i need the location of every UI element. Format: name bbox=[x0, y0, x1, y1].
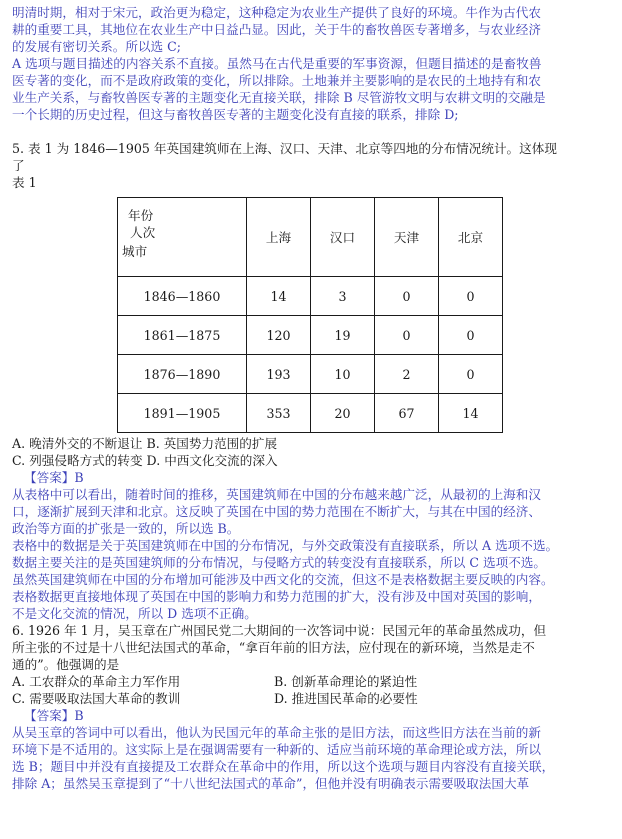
analysis-line: 口，逐渐扩展到天津和北京。这反映了英国在中国的势力范围在不断扩大，与其在中国的经济、 bbox=[12, 504, 541, 519]
question-6-stem: 通的”。他强调的是 bbox=[12, 657, 120, 672]
column-header-beijing: 北京 bbox=[439, 198, 503, 277]
question-6-answer: 【答案】B bbox=[24, 708, 84, 723]
question-5-options-cd: C. 列强侵略方式的转变 D. 中西文化交流的深入 bbox=[12, 453, 278, 468]
option-c: C. 需要吸取法国大革命的教训 bbox=[12, 691, 181, 706]
question-5-stem: 5. 表 1 为 1846—1905 年英国建筑师在上海、汉口、天津、北京等四地的分布情况统计。这体现 bbox=[12, 141, 557, 156]
value-cell: 0 bbox=[439, 355, 503, 394]
value-cell: 14 bbox=[439, 394, 503, 433]
corner-count-label: 人次 bbox=[130, 225, 156, 240]
question-6-stem: 所主张的不过是十八世纪法国式的革命，“拿百年前的旧方法，应付现在的新环境，当然是走不 bbox=[12, 640, 535, 655]
period-cell: 1891—1905 bbox=[118, 394, 247, 433]
question-5-options-ab: A. 晚清外交的不断退让 B. 英国势力范围的扩展 bbox=[12, 436, 278, 451]
question-5-analysis bbox=[12, 486, 614, 622]
value-cell: 193 bbox=[247, 355, 311, 394]
value-cell: 67 bbox=[375, 394, 439, 433]
value-cell: 2 bbox=[375, 355, 439, 394]
question-6-analysis bbox=[12, 724, 614, 792]
column-header-tianjin: 天津 bbox=[375, 198, 439, 277]
analysis-line: 虽然英国建筑师在中国的分布增加可能涉及中西文化的交流，但这不是表格数据主要反映的内容。 bbox=[12, 572, 554, 587]
value-cell: 0 bbox=[375, 277, 439, 316]
question-6-options-cd bbox=[12, 690, 614, 707]
question-6-stem: 6. 1926 年 1 月，吴玉章在广州国民党二大期间的一次答词中说：民国元年的革命虽然成功，但 bbox=[12, 623, 547, 638]
analysis-line: 从表格中可以看出，随着时间的推移，英国建筑师在中国的分布越来越广泛，从最初的上海和汉 bbox=[12, 487, 541, 502]
column-header-hankou: 汉口 bbox=[311, 198, 375, 277]
analysis-line: 的发展有密切关系。所以选 C; bbox=[12, 39, 182, 54]
option-b: B. 创新革命理论的紧迫性 bbox=[274, 674, 418, 689]
value-cell: 0 bbox=[439, 316, 503, 355]
value-cell: 0 bbox=[439, 277, 503, 316]
question-5-answer: 【答案】B bbox=[24, 470, 84, 485]
analysis-line: 环境下是不适用的。这实际上是在强调需要有一种新的、适应当前环境的革命理论或方法，所以 bbox=[12, 742, 541, 757]
analysis-line: 从吴玉章的答词中可以看出，他认为民国元年的革命主张的是旧方法，而这些旧方法在当前的新 bbox=[12, 725, 541, 740]
value-cell: 14 bbox=[247, 277, 311, 316]
table-row bbox=[118, 355, 503, 394]
analysis-line: 业生产关系，与畜牧兽医专著的主题变化无直接关联，排除 B 尽管游牧文明与农耕文明的交融是 bbox=[12, 90, 546, 105]
corner-year-label: 年份 bbox=[128, 208, 154, 223]
analysis-line: 选 B；题目中并没有直接提及工农群众在革命中的作用，所以这个选项与题目内容没有直接关联， bbox=[12, 759, 555, 774]
analysis-line: 数据主要关注的是英国建筑师的分布情况，与侵略方式的转变没有直接联系，所以 C 选项不选。 bbox=[12, 555, 546, 570]
analysis-line: 表格中的数据是关于英国建筑师在中国的分布情况，与外交政策没有直接联系，所以 A 选项不选。 bbox=[12, 538, 559, 553]
analysis-line: 医专著的变化，而不是政府政策的变化，所以排除。土地兼并主要影响的是农民的土地持有和农 bbox=[12, 73, 541, 88]
corner-city-label: 城市 bbox=[122, 244, 148, 259]
value-cell: 353 bbox=[247, 394, 311, 433]
value-cell: 0 bbox=[375, 316, 439, 355]
table-row bbox=[118, 316, 503, 355]
analysis-line: 政治等方面的扩张是一致的，所以选 B。 bbox=[12, 521, 240, 536]
question-6 bbox=[12, 622, 614, 724]
period-cell: 1846—1860 bbox=[118, 277, 247, 316]
period-cell: 1861—1875 bbox=[118, 316, 247, 355]
question-5 bbox=[12, 140, 614, 486]
option-a: A. 工农群众的革命主力军作用 bbox=[12, 674, 181, 689]
architect-distribution-table bbox=[117, 197, 503, 433]
table-label: 表 1 bbox=[12, 175, 37, 190]
table-row bbox=[118, 277, 503, 316]
period-cell: 1876—1890 bbox=[118, 355, 247, 394]
analysis-line: 耕的重要工具，其地位在农业生产中日益凸显。因此，关于牛的畜牧兽医专著增多，与农业经济 bbox=[12, 22, 541, 37]
question-5-stem-cont: 了 bbox=[12, 158, 25, 173]
option-d: D. 推进国民革命的必要性 bbox=[274, 691, 418, 706]
analysis-line: 一个长期的历史过程，但这与畜牧兽医专著的主题变化没有直接的联系，排除 D; bbox=[12, 107, 459, 122]
value-cell: 19 bbox=[311, 316, 375, 355]
analysis-line: 排除 A；虽然吴玉章提到了“十八世纪法国式的革命”，但他并没有明确表示需要吸取法国大革 bbox=[12, 776, 530, 791]
analysis-line: A 选项与题目描述的内容关系不直接。虽然马在古代是重要的军事资源，但题目描述的是畜牧兽 bbox=[12, 56, 542, 71]
value-cell: 3 bbox=[311, 277, 375, 316]
analysis-line: 明清时期，相对于宋元，政治更为稳定，这种稳定为农业生产提供了良好的环境。牛作为古代农 bbox=[12, 5, 541, 20]
table-corner-header bbox=[118, 198, 247, 277]
column-header-shanghai: 上海 bbox=[247, 198, 311, 277]
analysis-line: 表格数据更直接地体现了英国在中国的影响力和势力范围的扩大，没有涉及中国对英国的影响， bbox=[12, 589, 541, 604]
value-cell: 20 bbox=[311, 394, 375, 433]
previous-answer-analysis bbox=[12, 4, 614, 123]
value-cell: 10 bbox=[311, 355, 375, 394]
value-cell: 120 bbox=[247, 316, 311, 355]
question-6-options-ab bbox=[12, 673, 614, 690]
analysis-line: 不是文化交流的情况，所以 D 选项不正确。 bbox=[12, 606, 257, 621]
table-row bbox=[118, 394, 503, 433]
